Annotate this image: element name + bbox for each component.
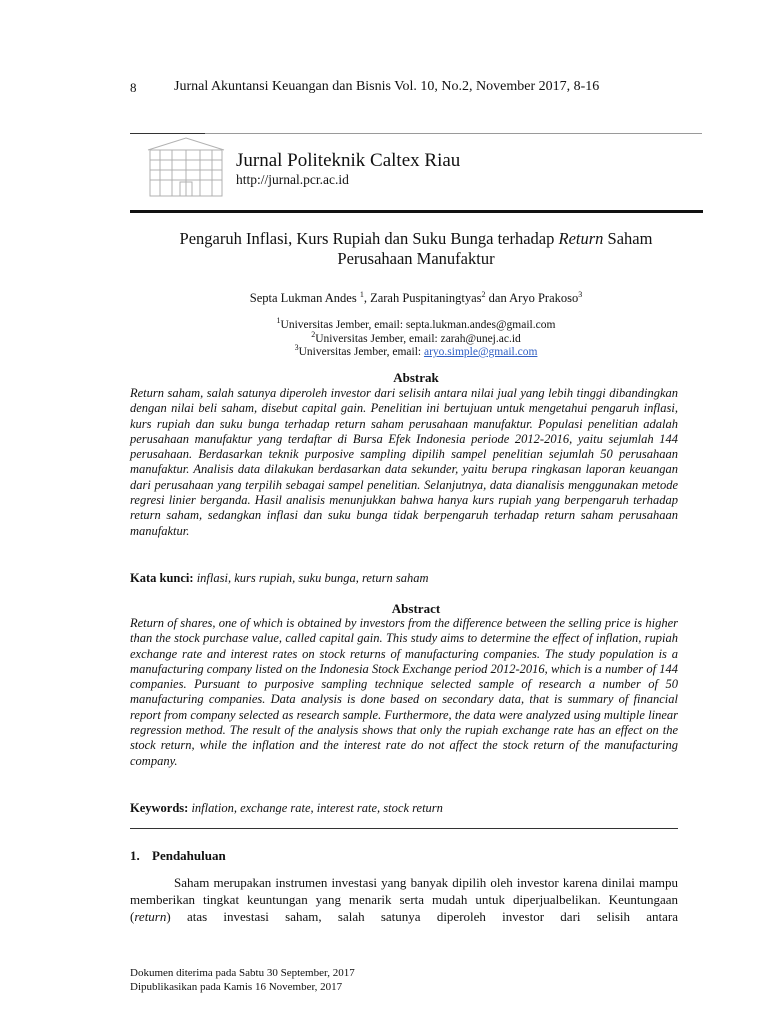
received-date: Dokumen diterima pada Sabtu 30 September, 2017 — [130, 967, 355, 979]
journal-url[interactable]: http://jurnal.pcr.ac.id — [236, 172, 349, 187]
journal-logo-icon — [146, 136, 226, 200]
header-rule — [130, 133, 702, 134]
author-list: Septa Lukman Andes $^1$, Zarah Puspitaningtyas$^2$ dan Aryo Prakoso$^3$ — [249, 289, 583, 305]
header-rule-accent — [130, 133, 205, 134]
affiliation-3: $^3$Universitas Jember, email: aryo.simple@gmail.com — [294, 343, 538, 358]
affiliation-1: $^1$Universitas Jember, email: septa.lukman.andes@gmail.com — [276, 316, 556, 331]
running-header: Jurnal Akuntansi Keuangan dan Bisnis Vol. 10, No.2, November 2017, 8-16 — [174, 79, 600, 94]
abstract-body: Return of shares, one of which is obtained by investors from the difference between the selling price is higher than the stock purchase value, called capital gain. This study aims to determine the effect of inflation, rupiah exchange rate and interest rates on stock returns of manufacturing companies. The study population is a manufacturing company listed on the Indonesia Stock Exchange period 2012-2016, which is a number of 144 companies. Pursuant to purposive sampling technique selected sample of research a number of 50 manufacturing companies. Data analysis is done based on secondary data, that is summary of financial report from company selected as research sample. Furthermore, the data were analyzed using multiple linear regression method. The result of the analysis shows that only the rupiah exchange rate has an effect on the stock return, while the inflation and the interest rate do not affect the stock return of the manufacturing company. — [130, 616, 678, 768]
author-name: Aryo Prakoso — [509, 291, 579, 305]
journal-title: Jurnal Politeknik Caltex Riau — [236, 150, 461, 171]
abstract-heading: Abstract — [391, 601, 441, 616]
article-title: Pengaruh Inflasi, Kurs Rupiah dan Suku Bunga terhadap Return Saham Perusahaan Manufaktur — [179, 229, 653, 268]
intro-paragraph: Saham merupakan instrumen investasi yang banyak dipilih oleh investor karena dinilai mampu memberikan tingkat keuntungan yang menarik serta mudah untuk diperjualbelikan. Keuntungaan (return) atas investasi saham, salah satunya diperoleh investor dari selisih antara — [130, 875, 678, 924]
kata-kunci: Kata kunci: inflasi, kurs rupiah, suku bunga, return saham — [130, 571, 429, 585]
author-name: Zarah Puspitaningtyas — [370, 291, 482, 305]
affiliation-2: $^2$Universitas Jember, email: zarah@unej.ac.id — [311, 330, 521, 345]
header-thick-rule — [130, 210, 703, 213]
section-heading: 1. Pendahuluan — [130, 848, 226, 863]
keywords: Keywords: inflation, exchange rate, interest rate, stock return — [130, 801, 443, 815]
published-date: Dipublikasikan pada Kamis 16 November, 2017 — [130, 981, 343, 993]
abstrak-body: Return saham, salah satunya diperoleh investor dari selisih antara nilai jual yang lebih tinggi dibandingkan dengan nilai beli saham, disebut capital gain. Penelitian ini bertujuan untuk mengetahui pengaruh inflasi, kurs rupiah dan suku bunga terhadap return saham perusahaan manufaktur. Populasi penelitian adalah perusahaan manufaktur yang terdaftar di Bursa Efek Indonesia periode 2012-2016, yaitu sejumlah 144 perusahaan. Berdasarkan teknik purposive sampling dipilih sampel penelitian sejumlah 50 perusahaan manufaktur. Analisis data dilakukan berdasarkan data sekunder, yaitu berupa ringkasan laporan keuangan dari perusahaan yang terpilih sebagai sampel penelitian. Selanjutnya, data dianalisis menggunakan metode regresi linier berganda. Hasil analisis menunjukkan bahwa hanya kurs rupiah yang berpengaruh terhadap return saham, sedangkan inflasi dan suku bunga tidak berpengaruh terhadap return saham perusahaan manufaktur. — [130, 386, 678, 538]
abstrak-heading: Abstrak — [393, 370, 439, 385]
email-link[interactable]: aryo.simple@gmail.com — [423, 346, 538, 358]
page-number: 8 — [130, 80, 137, 95]
author-name: Septa Lukman Andes — [249, 291, 360, 305]
section-divider — [130, 828, 678, 829]
